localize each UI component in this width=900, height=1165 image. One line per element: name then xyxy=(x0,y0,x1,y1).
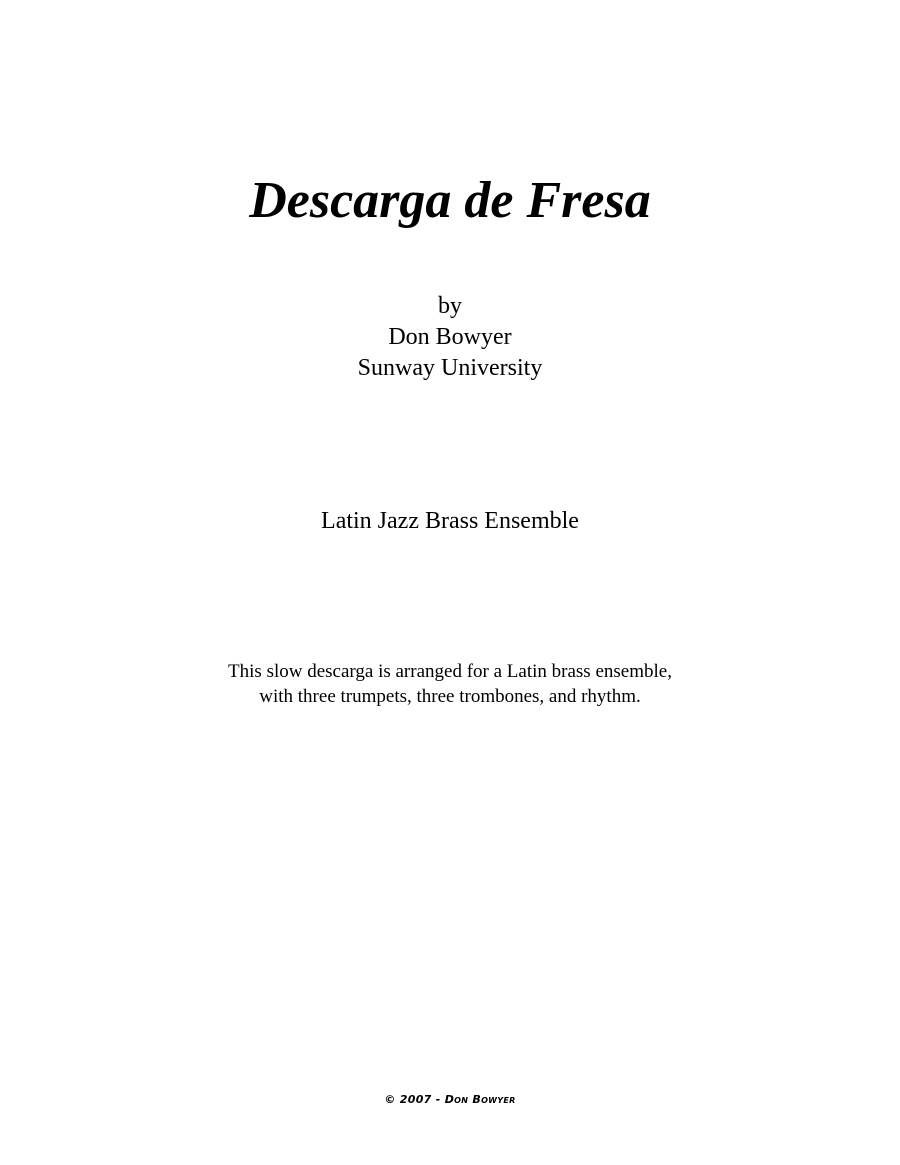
author-affiliation: Sunway University xyxy=(357,355,543,381)
description-line-2: with three trumpets, three trombones, and rhythm. xyxy=(259,686,641,707)
ensemble-type: Latin Jazz Brass Ensemble xyxy=(321,508,579,534)
description-line-1: This slow descarga is arranged for a Latin brass ensemble, xyxy=(228,661,672,682)
byline xyxy=(0,291,900,384)
author-name: Don Bowyer xyxy=(388,324,512,350)
byline-by: by xyxy=(438,293,462,319)
description xyxy=(0,659,900,709)
page-title: Descarga de Fresa xyxy=(249,172,651,229)
copyright-notice: © 2007 - Don Bowyer xyxy=(384,1093,516,1106)
